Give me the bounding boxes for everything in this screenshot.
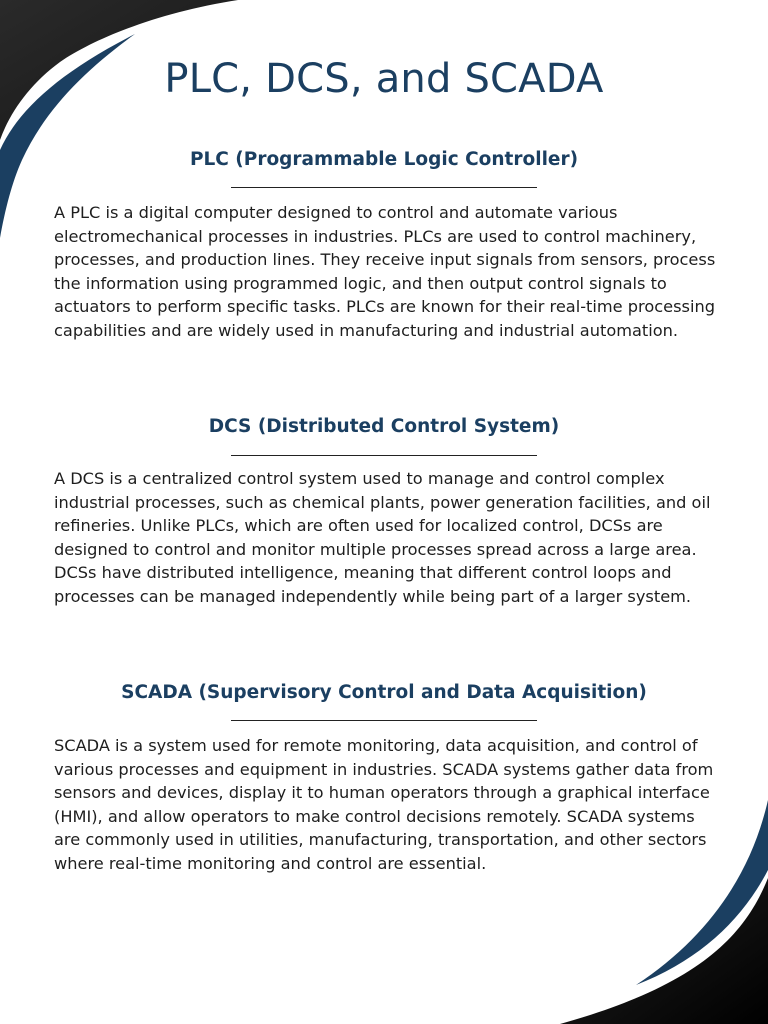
page-title: PLC, DCS, and SCADA xyxy=(164,56,604,102)
section-divider-plc xyxy=(231,187,537,188)
section-body-scada: SCADA is a system used for remote monitoring, data acquisition, and control of various processes and equipment in industries. SCADA systems gather data from sensors and devices, display it to human operators through a graphical interface (HMI), and allow operators to make control decisions remotely. SCADA systems are commonly used in utilities, manufacturing, transportation, and other sectors where real-time monitoring and control are essential. xyxy=(54,736,714,873)
section-body-dcs: A DCS is a centralized control system used to manage and control complex industrial processes, such as chemical plants, power generation facilities, and oil refineries. Unlike PLCs, which are often used for localized control, DCSs are designed to control and monitor multiple processes spread across a large area. DCSs have distributed intelligence, meaning that different control loops and processes can be managed independently while being part of a larger system. xyxy=(54,469,711,606)
section-heading-scada: SCADA (Supervisory Control and Data Acquisition) xyxy=(121,682,647,703)
section-divider-dcs xyxy=(231,455,537,456)
section-heading-plc: PLC (Programmable Logic Controller) xyxy=(189,149,579,170)
section-heading-dcs: DCS (Distributed Control System) xyxy=(208,416,560,437)
section-divider-scada xyxy=(231,720,537,721)
section-body-plc: A PLC is a digital computer designed to control and automate various electromechanical processes in industries. PLCs are used to control machinery, processes, and production lines. They receive input signals from sensors, process the information using programmed logic, and then output control signals to actuators to perform specific tasks. PLCs are known for their real-time processing capabilities and are widely used in manufacturing and industrial automation. xyxy=(54,203,716,340)
